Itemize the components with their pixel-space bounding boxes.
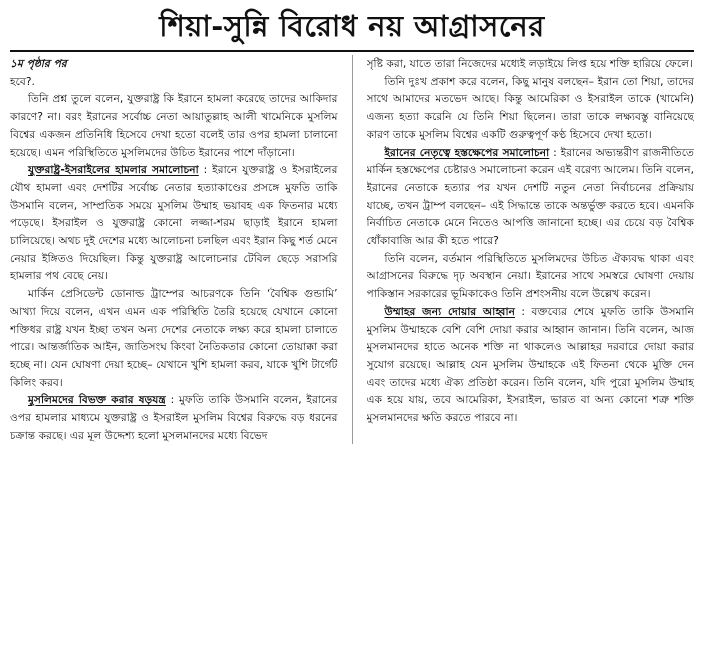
subheading: মুসলিমদের বিভক্ত করার ষড়যন্ত্র — [28, 393, 166, 407]
section-text: মুফতি তাকি উসমানি বলেন, ইরানের ওপর হামলার মাধ্যমে যুক্তরাষ্ট্র ও ইসরাইল মুসলিম বিশ্বের বিরুদ্ধে বড় ধরনের চক্রান্ত করছে। এর মূল উদ্দেশ্য হলো মুসলমানদের মধ্যে বিভেদ — [10, 393, 338, 442]
section-paragraph — [10, 391, 338, 444]
subheading: যুক্তরাষ্ট্র-ইসরাইলের হামলার সমালোচনা — [28, 163, 199, 177]
section-text: ইরানে যুক্তরাষ্ট্র ও ইসরাইলের যৌথ হামলা এবং দেশটির সর্বোচ্চ নেতার হত্যাকাণ্ডের প্রসঙ্গে মুফতি তাকি উসমানি বলেন, সাম্প্রতিক সময়ে মুসলিম উম্মাহ ভয়াবহ এক ফিতনার মধ্যে পড়েছে। ইসরাইল ও যুক্তরাষ্ট্র কোনো লজ্জা-শরম ছাড়াই ইরানে হামলা চালিয়েছে। অথচ দুই দেশের মধ্যে আলোচনা চলছিল এবং ইরান কিছু শর্ত মেনে নেয়ার ইঙ্গিতও দিয়েছিল। কিন্তু যুক্তরাষ্ট্র আলোচনার টেবিল ছেড়ে সরাসরি হামলার পথ বেছে নেয়। — [10, 163, 338, 283]
section-paragraph — [367, 303, 695, 427]
headline-rule — [10, 50, 694, 52]
paragraph: সৃষ্টি করা, যাতে তারা নিজেদের মধ্যেই লড়াইয়ে লিপ্ত হয়ে শক্তি হারিয়ে ফেলে। — [366, 57, 693, 70]
subheading: উম্মাহর জন্য দোয়ার আহ্বান — [384, 304, 515, 318]
right-column — [367, 55, 695, 444]
subheading-separator: : — [165, 393, 179, 407]
left-column — [10, 55, 338, 444]
subheading-separator: : — [514, 304, 532, 318]
subheading-separator: : — [198, 163, 213, 177]
section-paragraph — [367, 144, 695, 250]
section-text: বক্তব্যের শেষে মুফতি তাকি উসমানি মুসলিম উম্মাহকে বেশি বেশি দোয়া করার আহ্বান জানান। তিনি বলেন, আজ মুসলমানদের হাতে অনেক শক্তি না থাকলেও আল্লাহর দরবারে দোয়া করার সুযোগ রয়েছে। আল্লাহ যেন মুসলিম উম্মাহকে এই ফিতনা থেকে মুক্তি দেন এবং তাদের মধ্যে ঐক্য প্রতিষ্ঠা করেন। তিনি বলেন, যদি পুরো মুসলিম উম্মাহ এক হয়ে যায়, তবে আমেরিকা, ইসরাইল, ভারত বা অন্য কোনো শত্রু শক্তি মুসলমানদের ক্ষতি করতে পারবে না। — [366, 304, 695, 425]
subheading: ইরানের নেতৃত্বে হস্তক্ষেপের সমালোচনা — [384, 145, 550, 159]
subheading-separator: : — [549, 145, 561, 159]
continued-from-label: ১ম পৃষ্ঠার পর — [10, 57, 67, 70]
paragraph: তিনি প্রশ্ন তুলে বলেন, যুক্তরাষ্ট্র কি ইরানে হামলা করেছে তাদের আকিদার কারণে? না। বরং ইরানের সর্বোচ্চ নেতা আয়াতুল্লাহ আলী খামেনিকে মুসলিম বিশ্বের একজন প্রতিনিধি হিসেবে দেখা হতো বলেই তার ওপর হামলা চালানো হয়েছে। এমন পরিস্থিতিতে মুসলিমদের উচিত ইরানের পাশে দাঁড়ানো। — [10, 92, 338, 159]
headline: শিয়া-সুন্নি বিরোধ নয় আগ্রাসনের — [159, 9, 545, 43]
section-text: ইরানের অভ্যন্তরীণ রাজনীতিতে মার্কিন হস্তক্ষেপের চেষ্টারও সমালোচনা করেন এই বরেণ্য আলেম। তিনি বলেন, ইরানের নেতাকে হত্যার পর যখন দেশটি নতুন নেতা নির্বাচনের প্রক্রিয়ায় যাচ্ছে, তখন ট্রাম্প বলছেন– এই সিদ্ধান্তে তাকে অন্তর্ভুক্ত করতে হবে। এমনকি নির্বাচিত নেতাকে মেনে নিতেও আপত্তি জানানো হচ্ছে। এর চেয়ে বড় বৈশ্বিক ধোঁকাবাজি আর কী হতে পারে? — [366, 145, 695, 248]
paragraph: মার্কিন প্রেসিডেন্ট ডোনাল্ড ট্রাম্পের আচরণকে তিনি ‘বৈশ্বিক গুন্ডামি’ আখ্যা দিয়ে বলেন, এখন এমন এক পরিস্থিতি তৈরি হয়েছে যেখানে কোনো শক্তিধর রাষ্ট্র যখন ইচ্ছা তখন অন্য দেশের নেতাকে লক্ষ্য করে হামলা চালাতে পারে। আন্তর্জাতিক আইন, জাতিসংঘ কিংবা নৈতিকতার কোনো তোয়াক্কা করা হচ্ছে না। যেন ঘোষণা দেয়া হচ্ছে– যেখানে খুশি হামলা করব, যাকে খুশি টার্গেট কিলিং করব। — [10, 287, 338, 389]
paragraph: হবে?. — [10, 74, 35, 88]
article-columns — [10, 55, 694, 444]
paragraph: তিনি দুঃখ প্রকাশ করে বলেন, কিছু মানুষ বলছেন– ইরান তো শিয়া, তাদের সাথে আমাদের মতভেদ আছে। কিন্তু আমেরিকা ও ইসরাইল তাকে (খামেনি) এজন্য হত্যা করেনি যে তিনি শিয়া ছিলেন। তারা তাকে লক্ষ্যবস্তু বানিয়েছে কারণ তাকে মুসলিম বিশ্বের একটি গুরুত্বপূর্ণ কণ্ঠ হিসেবে দেখা হতো। — [366, 74, 695, 141]
paragraph: তিনি বলেন, বর্তমান পরিস্থিতিতে মুসলিমদের উচিত ঐক্যবদ্ধ থাকা এবং আগ্রাসনের বিরুদ্ধে দৃঢ় অবস্থান নেয়া। ইরানের সাথে সমস্বরে ঘোষণা দেয়ায় পাকিস্তান সরকারের ভূমিকাকেও তিনি প্রশংসনীয় বলে উল্লেখ করেন। — [366, 251, 695, 301]
section-paragraph — [10, 161, 338, 285]
column-divider — [352, 55, 353, 444]
